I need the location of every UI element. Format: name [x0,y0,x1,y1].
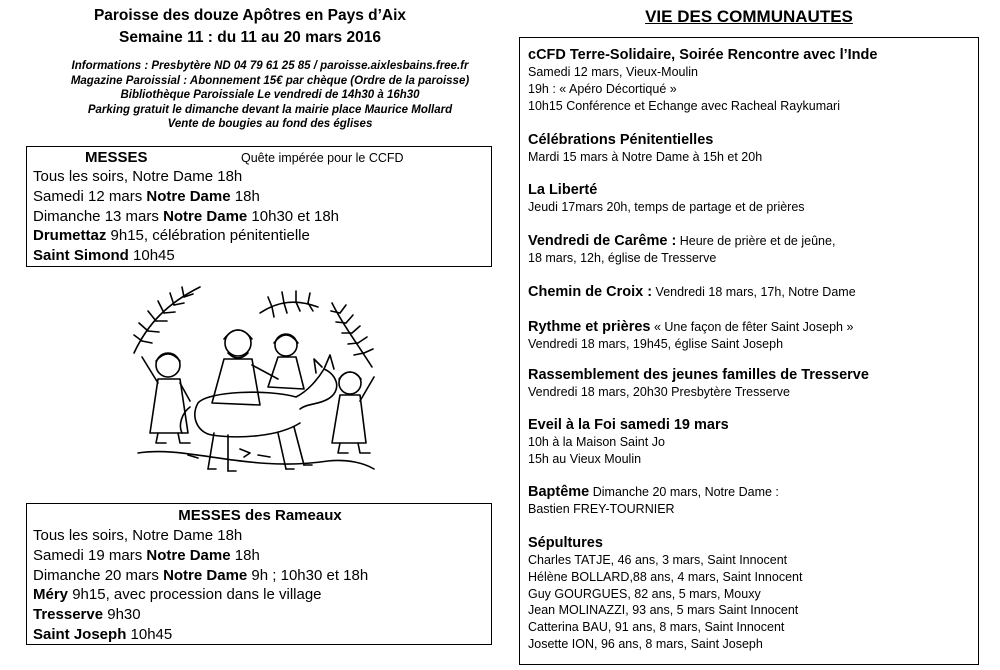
mass-row [33,167,339,187]
mass-row [33,566,368,586]
mass-time: 10h45 [128,247,175,265]
community-item-heading [528,318,853,336]
community-item [528,46,877,114]
messes-box [26,146,492,267]
week-subtitle: Semaine 11 : du 11 au 20 mars 2016 [119,29,381,46]
mass-row [33,585,368,605]
community-item-heading [528,283,856,301]
community-item [528,283,856,301]
community-item-line: Charles TATJE, 46 ans, 3 mars, Saint Innocent [528,553,788,567]
community-item-inline: Vendredi 18 mars, 17h, Notre Dame [652,285,856,299]
mass-time: 9h ; 10h30 et 18h [247,566,369,584]
mass-row [33,187,339,207]
community-item-heading [528,366,869,384]
community-item-line: Jean MOLINAZZI, 93 ans, 5 mars Saint Innocent [528,603,799,618]
community-item [528,181,805,216]
community-item-title: Baptême [528,484,590,500]
mass-location: Notre Dame [163,566,248,584]
community-item [528,232,835,267]
mass-time: 10h30 et 18h [247,207,340,225]
community-item-line: Bastien FREY-TOURNIER [528,502,675,516]
community-item [528,483,779,518]
mass-text: Samedi 19 mars [33,546,147,564]
community-item-title: Rassemblement des jeunes familles de Tresserve [528,367,869,383]
community-item-title: Rythme et prières [528,319,651,335]
parish-title: Paroisse des douze Apôtres en Pays d’Aix [93,7,407,24]
community-item-line: Hélène BOLLARD,88 ans, 4 mars, Saint Innocent [528,569,803,584]
info-line: Informations : Presbytère ND 04 79 61 25 85 / paroisse.aixlesbains.free.fr [71,60,469,72]
community-item-line: Vendredi 18 mars, 20h30 Presbytère Tresserve [528,385,790,399]
vie-title: VIE DES COMMUNAUTES [645,7,853,26]
community-item [528,366,869,401]
messes-rameaux-box [26,503,492,645]
community-item-line: Josette ION, 96 ans, 8 mars, Saint Joseph [528,636,763,651]
community-item [528,318,853,353]
messes-rameaux-title: MESSES des Rameaux [178,507,342,524]
messes-rameaux-list [33,526,368,645]
mass-time: 9h15, avec procession dans le village [68,586,322,604]
community-item-title: Célébrations Pénitentielles [528,132,714,148]
mass-location: Notre Dame [146,187,231,205]
mass-text: Samedi 12 mars [33,187,147,205]
community-item-heading [528,534,802,552]
mass-location: Notre Dame [146,546,231,564]
community-item [528,534,802,653]
mass-row [33,605,368,625]
mass-time: 9h15, célébration pénitentielle [106,227,310,245]
community-item-line: Guy GOURGUES, 82 ans, 5 mars, Mouxy [528,586,761,601]
community-item-title: Chemin de Croix : [528,284,653,300]
mass-row [33,546,368,566]
community-item-line: 19h : « Apéro Décortiqué » [528,81,677,96]
community-item-inline: Heure de prière et de jeûne, [676,234,836,248]
palm-sunday-coloring-illustration-icon [128,283,376,480]
community-item-title: La Liberté [528,182,598,198]
community-item-line: 10h à la Maison Saint Jo [528,435,665,449]
community-item [528,416,729,468]
mass-row [33,526,368,546]
community-item-line: 18 mars, 12h, église de Tresserve [528,251,717,265]
community-item [528,131,762,166]
community-item-line: Catterina BAU, 91 ans, 8 mars, Saint Innocent [528,620,785,635]
community-item-title: Sépultures [528,535,603,551]
community-item-line: Vendredi 18 mars, 19h45, église Saint Joseph [528,337,784,351]
mass-time: Tous les soirs, Notre Dame 18h [33,168,243,185]
community-item-heading [528,416,729,434]
mass-location: Méry [33,586,69,604]
mass-row [33,625,368,645]
mass-row [33,226,339,246]
community-item-heading [528,181,805,199]
mass-row [33,207,339,227]
mass-row [33,246,339,266]
mass-location: Notre Dame [163,207,248,225]
mass-time: 10h45 [126,625,173,643]
community-item-title: Eveil à la Foi samedi 19 mars [528,417,729,433]
mass-text: Dimanche 20 mars [33,566,164,584]
mass-time: 9h30 [103,606,141,624]
vie-box [519,37,979,665]
mass-time: 18h [230,187,260,205]
community-item-heading [528,483,779,501]
community-item-title: cCFD Terre-Solidaire, Soirée Rencontre avec l’Inde [528,47,878,63]
mass-location: Saint Simond [33,247,129,265]
info-block [0,59,540,132]
community-item-line: Jeudi 17mars 20h, temps de partage et de prières [528,200,805,214]
community-item-line: Samedi 12 mars, Vieux-Moulin [528,65,698,79]
messes-list [33,167,339,266]
palm-sunday-illustration [128,283,376,480]
community-item-line: 15h au Vieux Moulin [528,451,642,466]
community-item-heading [528,232,835,250]
mass-time: 18h [230,546,260,564]
mass-text: Tous les soirs, Notre Dame 18h [33,527,243,544]
mass-location: Saint Joseph [33,625,127,643]
mass-text: Dimanche 13 mars [33,207,164,225]
info-line: Bibliothèque Paroissiale Le vendredi de 14h30 à 16h30 [120,89,420,102]
info-line: Parking gratuit le dimanche devant la mairie place Maurice Mollard [87,103,453,116]
community-item-heading [528,131,762,149]
mass-location: Drumettaz [33,227,107,245]
messes-title: MESSES [85,149,148,166]
community-item-inline: « Une façon de fêter Saint Joseph » [650,320,854,334]
vie-title-wrap [519,7,979,27]
messes-note: Quête impérée pour le CCFD [241,151,404,165]
info-line: Vente de bougies au fond des églises [167,118,373,131]
community-item-line: Mardi 15 mars à Notre Dame à 15h et 20h [528,150,763,164]
mass-location: Tresserve [33,606,104,624]
community-item-heading [528,46,877,64]
info-line: Magazine Paroissial : Abonnement 15€ par chèque (Ordre de la paroisse) [70,74,470,87]
community-item-title: Vendredi de Carême : [528,233,677,249]
community-item-line: 10h15 Conférence et Echange avec Racheal Raykumari [528,98,840,113]
community-item-inline: Dimanche 20 mars, Notre Dame : [589,485,779,499]
